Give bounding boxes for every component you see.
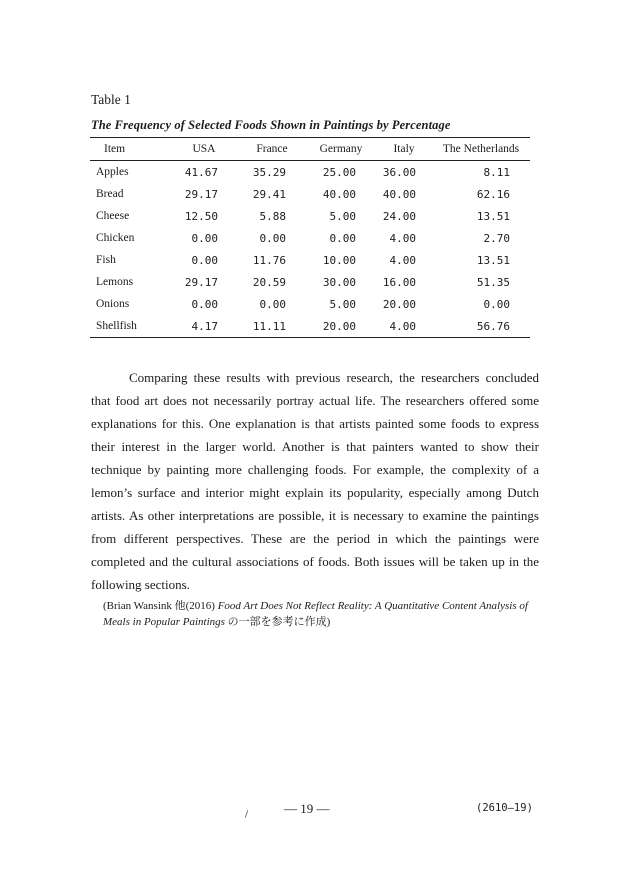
cell-italy: 40.00 — [382, 187, 416, 201]
body-paragraph — [91, 366, 539, 596]
cell-usa: 4.17 — [191, 319, 218, 333]
table-row — [90, 205, 530, 227]
cell-item: Shellfish — [96, 320, 137, 332]
table-header-row — [90, 138, 530, 161]
cell-item: Lemons — [96, 276, 134, 288]
column-header-item: Item — [104, 143, 126, 155]
source-citation — [103, 598, 543, 630]
cell-france: 35.29 — [252, 165, 286, 179]
body-paragraph-text: Comparing these results with previous research, the researchers concluded that food art does not necessarily portray actual life. The researchers offered some explanations for this. One explanation is that artists painted some foods to express their interest in the larger world. Another is that painters wanted to show their technique by painting more challenging foods. For example, the complexity of a lemon’s surface and interior might explain its popularity, especially among Dutch artists. As other interpretations are possible, it is necessary to examine the paintings from different perspectives. These are the period in which the paintings were completed and the cultural associations of foods. Both issues will be taken up in the following sections. — [91, 370, 539, 592]
cell-netherlands: 0.00 — [483, 297, 510, 311]
source-prefix: (Brian Wansink 他(2016) — [103, 600, 218, 612]
food-frequency-table — [90, 137, 530, 338]
table-row — [90, 161, 530, 184]
table-row — [90, 183, 530, 205]
cell-usa: 0.00 — [191, 231, 218, 245]
cell-item: Onions — [96, 298, 130, 310]
cell-italy: 4.00 — [389, 231, 416, 245]
table-caption: The Frequency of Selected Foods Shown in Paintings by Percentage — [91, 118, 451, 132]
cell-germany: 40.00 — [322, 187, 356, 201]
cell-italy: 4.00 — [389, 319, 416, 333]
cell-france: 11.11 — [252, 319, 286, 333]
cell-netherlands: 2.70 — [483, 231, 510, 245]
table-row — [90, 249, 530, 271]
cell-netherlands: 51.35 — [476, 275, 510, 289]
cell-usa: 29.17 — [184, 187, 218, 201]
cell-usa: 12.50 — [184, 209, 218, 223]
cell-italy: 4.00 — [389, 253, 416, 267]
cell-germany: 5.00 — [329, 209, 356, 223]
cell-item: Chicken — [96, 232, 135, 244]
table-body — [90, 161, 530, 338]
cell-italy: 16.00 — [382, 275, 416, 289]
cell-germany: 10.00 — [322, 253, 356, 267]
cell-france: 29.41 — [252, 187, 286, 201]
cell-netherlands: 56.76 — [476, 319, 510, 333]
source-suffix: の一部を参考に作成) — [224, 616, 331, 628]
cell-germany: 25.00 — [322, 165, 356, 179]
cell-italy: 36.00 — [382, 165, 416, 179]
cell-item: Bread — [96, 188, 124, 200]
cell-usa: 41.67 — [184, 165, 218, 179]
table-row — [90, 271, 530, 293]
cell-france: 20.59 — [252, 275, 286, 289]
source-title: Food Art Does Not Reflect Reality: A Quantitative Content Analysis of Meals in Popular Paintings — [103, 600, 528, 628]
table-label: Table 1 — [91, 92, 131, 107]
cell-germany: 0.00 — [329, 231, 356, 245]
cell-france: 11.76 — [252, 253, 286, 267]
column-header-netherlands: The Netherlands — [442, 143, 520, 155]
cell-netherlands: 62.16 — [476, 187, 510, 201]
column-header-italy: Italy — [393, 143, 415, 155]
table-row — [90, 315, 530, 338]
cell-item: Fish — [96, 254, 116, 266]
cell-netherlands: 13.51 — [476, 209, 510, 223]
stray-mark — [245, 810, 249, 818]
cell-usa: 0.00 — [191, 253, 218, 267]
cell-germany: 20.00 — [322, 319, 356, 333]
cell-usa: 29.17 — [184, 275, 218, 289]
exam-code: (2610—19) — [476, 802, 533, 814]
cell-france: 0.00 — [259, 231, 286, 245]
cell-france: 0.00 — [259, 297, 286, 311]
cell-france: 5.88 — [259, 209, 286, 223]
cell-germany: 5.00 — [329, 297, 356, 311]
cell-italy: 24.00 — [382, 209, 416, 223]
cell-germany: 30.00 — [322, 275, 356, 289]
cell-netherlands: 8.11 — [483, 165, 510, 179]
cell-usa: 0.00 — [191, 297, 218, 311]
cell-item: Cheese — [96, 210, 130, 222]
column-header-france: France — [256, 143, 288, 155]
cell-italy: 20.00 — [382, 297, 416, 311]
cell-item: Apples — [96, 166, 129, 178]
table-row — [90, 293, 530, 315]
table-row — [90, 227, 530, 249]
cell-netherlands: 13.51 — [476, 253, 510, 267]
column-header-usa: USA — [192, 143, 216, 155]
page-number: — 19 — — [284, 801, 330, 816]
column-header-germany: Germany — [319, 143, 363, 155]
